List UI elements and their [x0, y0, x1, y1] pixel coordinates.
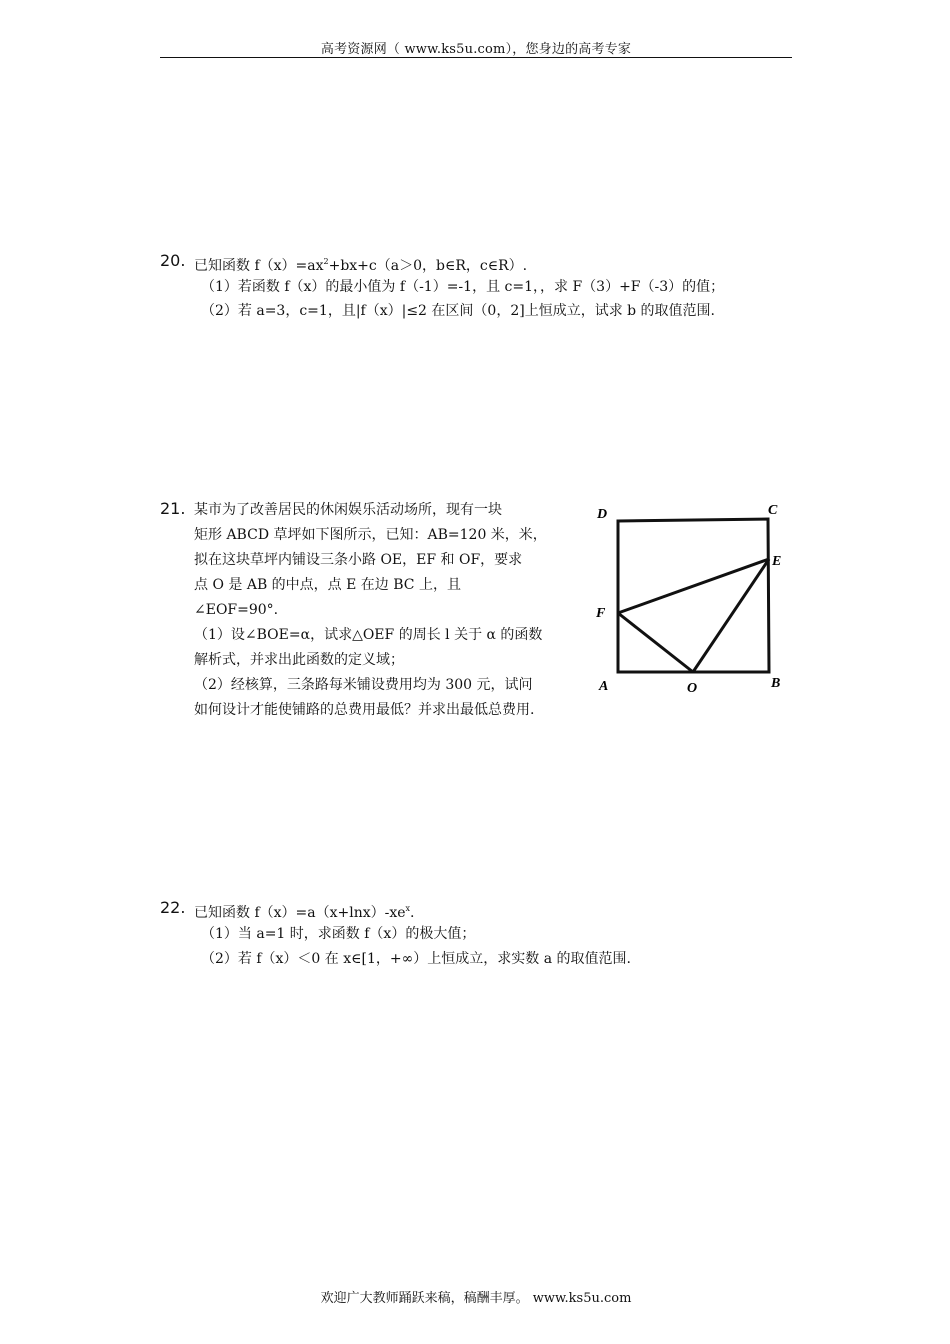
question-22-exponent: x [405, 904, 411, 913]
header-divider [160, 57, 792, 58]
question-20-part-1: （1）若函数 f（x）的最小值为 f（-1）=-1，且 c=1，，求 F（3）+F（-3）的值； [201, 279, 725, 295]
question-21-line-1: 某市为了改善居民的休闲娱乐活动场所，现有一块 [194, 502, 502, 518]
question-22-stem-part-b: . [410, 905, 415, 921]
question-21-line-3: 拟在这块草坪内铺设三条小路 OE，EF 和 OF，要求 [194, 552, 523, 568]
question-20-stem [194, 253, 527, 275]
rectangle-figure-svg [592, 498, 792, 698]
vertex-label-a: A [599, 679, 609, 694]
question-20-part-2: （2）若 a=3，c=1，且|f（x）|≤2 在区间（0，2]上恒成立，试求 b 的取值范围. [201, 303, 716, 319]
question-22-part-1: （1）当 a=1 时，求函数 f（x）的极大值； [201, 926, 476, 942]
path-of [618, 613, 693, 672]
question-20-number: 20. [160, 251, 186, 270]
question-22-stem-part-a: 已知函数 f（x）=a（x+lnx）-xe [194, 905, 406, 921]
question-21-part-1-line-1: （1）设∠BOE=α，试求△OEF 的周长 l 关于 α 的函数 [194, 627, 543, 643]
question-21-part-1-line-2: 解析式，并求出此函数的定义域； [194, 652, 404, 668]
path-oe [693, 559, 769, 672]
point-label-e: E [772, 554, 782, 569]
question-22-number: 22. [160, 898, 186, 917]
question-22-stem [194, 900, 415, 922]
question-21-line-4: 点 O 是 AB 的中点，点 E 在边 BC 上，且 [194, 577, 461, 593]
vertex-label-c: C [768, 503, 778, 518]
question-21-line-2: 矩形 ABCD 草坪如下图所示，已知：AB=120 米，米， [194, 527, 547, 543]
page-header: 高考资源网（ www.ks5u.com），您身边的高考专家 [320, 42, 632, 57]
page-footer: 欢迎广大教师踊跃来稿，稿酬丰厚。 www.ks5u.com [320, 1291, 632, 1306]
vertex-label-b: B [771, 676, 781, 691]
question-20-stem-part-b: +bx+c（a＞0，b∈R，c∈R）. [328, 258, 528, 274]
rectangle-figure [592, 498, 792, 698]
question-20-stem-part-a: 已知函数 f（x）=ax [194, 258, 324, 274]
path-ef [618, 559, 769, 613]
rectangle-abcd [618, 519, 769, 672]
question-21-line-5: ∠EOF=90°. [194, 602, 279, 618]
point-label-f: F [596, 606, 606, 621]
vertex-label-d: D [597, 507, 608, 522]
question-21-part-2-line-1: （2）经核算，三条路每米铺设费用均为 300 元，试问 [194, 677, 533, 693]
point-label-o: O [687, 681, 698, 696]
question-21-number: 21. [160, 499, 186, 518]
question-21-part-2-line-2: 如何设计才能使铺路的总费用最低？并求出最低总费用. [194, 702, 535, 718]
question-22-part-2: （2）若 f（x）＜0 在 x∈[1，+∞）上恒成立，求实数 a 的取值范围. [201, 951, 631, 967]
question-20-exponent: 2 [323, 257, 329, 266]
